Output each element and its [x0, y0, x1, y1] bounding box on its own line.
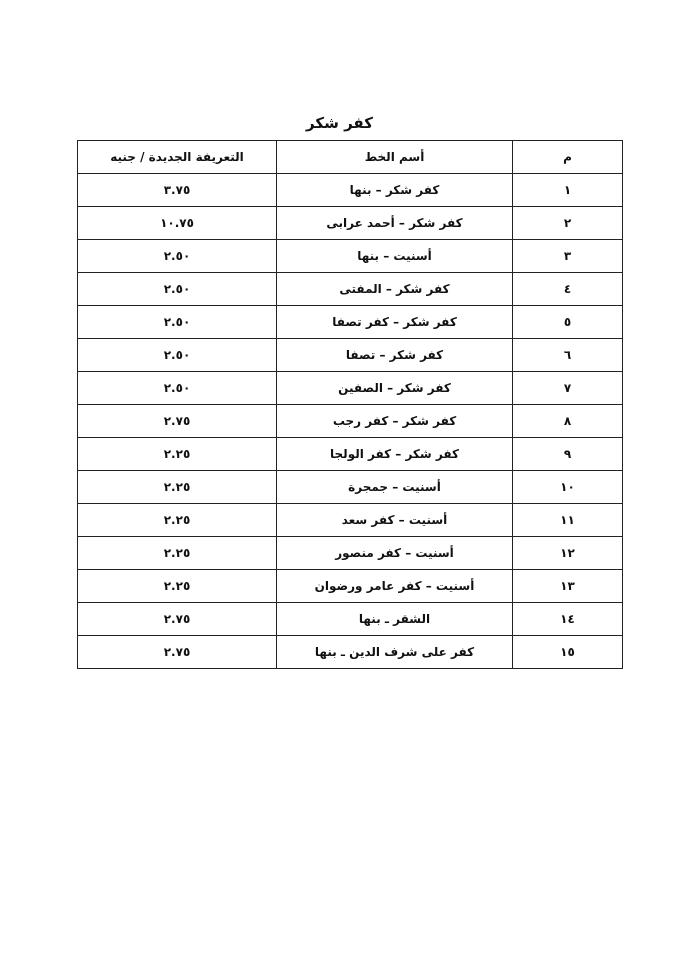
line-name-cell: كفر شكر – كفر تصفا [277, 306, 513, 339]
line-name-cell: أسنيت – جمجرة [277, 471, 513, 504]
fare-cell: ٢.٢٥ [78, 537, 277, 570]
row-number-cell: ١ [513, 174, 623, 207]
table-row [78, 537, 623, 570]
row-number-cell: ١٠ [513, 471, 623, 504]
fare-cell: ٢.٥٠ [78, 339, 277, 372]
row-number-cell: ٧ [513, 372, 623, 405]
line-name-cell: أسنيت – كفر سعد [277, 504, 513, 537]
line-name-cell: كفر شكر – أحمد عرابى [277, 207, 513, 240]
table-row [78, 372, 623, 405]
line-name-cell: كفر شكر – تصفا [277, 339, 513, 372]
table-header-row [78, 141, 623, 174]
fare-cell: ٢.٢٥ [78, 504, 277, 537]
line-name-cell: أسنيت – بنها [277, 240, 513, 273]
row-number-cell: ١٢ [513, 537, 623, 570]
table-row [78, 240, 623, 273]
table-row [78, 438, 623, 471]
table-row [78, 405, 623, 438]
table-row [78, 306, 623, 339]
line-name-cell: كفر شكر – بنها [277, 174, 513, 207]
page-title: كفر شكر [306, 114, 373, 132]
row-number-cell: ٦ [513, 339, 623, 372]
fare-cell: ٢.٢٥ [78, 570, 277, 603]
line-name-cell: كفر شكر – الصفين [277, 372, 513, 405]
fare-cell: ١٠.٧٥ [78, 207, 277, 240]
fare-cell: ٢.٧٥ [78, 603, 277, 636]
fare-cell: ٢.٥٠ [78, 240, 277, 273]
fare-cell: ٢.٢٥ [78, 438, 277, 471]
row-number-cell: ٣ [513, 240, 623, 273]
row-number-cell: ٥ [513, 306, 623, 339]
line-name-cell: كفر شكر – المفتى [277, 273, 513, 306]
table-row [78, 603, 623, 636]
fare-cell: ٢.٥٠ [78, 273, 277, 306]
line-name-cell: الشقر ـ بنها [277, 603, 513, 636]
line-name-cell: كفر على شرف الدين ـ بنها [277, 636, 513, 669]
line-name-cell: كفر شكر – كفر رجب [277, 405, 513, 438]
table-row [78, 570, 623, 603]
table-row [78, 636, 623, 669]
fare-cell: ٢.٥٠ [78, 372, 277, 405]
fares-table [77, 140, 623, 669]
table-row [78, 471, 623, 504]
fare-cell: ٣.٧٥ [78, 174, 277, 207]
table-row [78, 339, 623, 372]
table-row [78, 207, 623, 240]
fare-cell: ٢.٢٥ [78, 471, 277, 504]
row-number-cell: ٤ [513, 273, 623, 306]
row-number-cell: ١٤ [513, 603, 623, 636]
line-name-cell: أسنيت – كفر منصور [277, 537, 513, 570]
column-header-new-fare: التعريفة الجديدة / جنيه [78, 141, 277, 174]
line-name-cell: أسنيت – كفر عامر ورضوان [277, 570, 513, 603]
row-number-cell: ٩ [513, 438, 623, 471]
row-number-cell: ٢ [513, 207, 623, 240]
column-header-number: م [513, 141, 623, 174]
table-row [78, 273, 623, 306]
row-number-cell: ١١ [513, 504, 623, 537]
table-row [78, 504, 623, 537]
row-number-cell: ٨ [513, 405, 623, 438]
row-number-cell: ١٥ [513, 636, 623, 669]
table-row [78, 174, 623, 207]
row-number-cell: ١٣ [513, 570, 623, 603]
column-header-line-name: أسم الخط [277, 141, 513, 174]
line-name-cell: كفر شكر – كفر الولجا [277, 438, 513, 471]
fare-cell: ٢.٧٥ [78, 405, 277, 438]
fare-cell: ٢.٥٠ [78, 306, 277, 339]
fare-cell: ٢.٧٥ [78, 636, 277, 669]
